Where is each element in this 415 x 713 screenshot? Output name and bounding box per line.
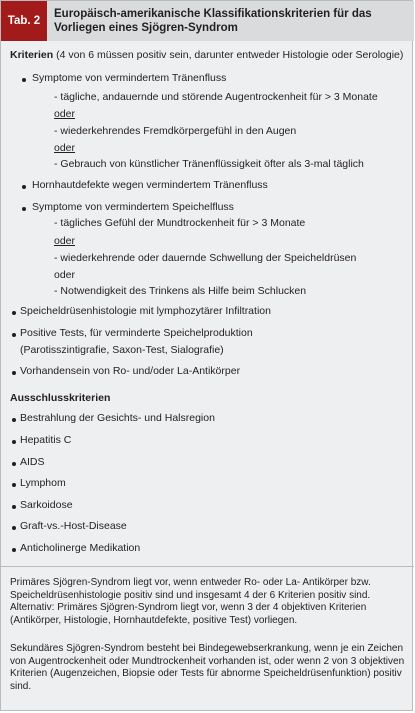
bullet-icon [12, 526, 16, 530]
note-primary-line: Alternativ: Primäres Sjögren-Syndrom liegt vor, wenn 3 der 4 objektiven Kriterien [10, 602, 367, 613]
criterion-tear-or-1: oder [54, 108, 76, 120]
criterion-tear-item-1: - tägliche, andauernde und störende Augentrockenheit für > 3 Monate [54, 91, 378, 103]
exclusion-item: Bestrahlung der Gesichts- und Halsregion [20, 412, 215, 424]
bullet-icon [12, 418, 16, 422]
note-primary-line: Primäres Sjögren-Syndrom liegt vor, wenn entweder Ro- oder La- Antikörper bzw. [10, 577, 371, 588]
criterion-tests: Positive Tests, für verminderte Speichelproduktion [20, 327, 253, 339]
criteria-heading-label: Kriterien [10, 49, 54, 61]
criteria-heading [10, 49, 403, 62]
exclusion-item: AIDS [20, 456, 45, 468]
bullet-icon [12, 333, 16, 337]
criterion-saliva-item-2: - wiederkehrende oder dauernde Schwellung der Speicheldrüsen [54, 252, 357, 264]
bullet-icon [12, 371, 16, 375]
criterion-saliva-item-3: - Notwendigkeit des Trinkens als Hilfe beim Schlucken [54, 285, 307, 297]
criterion-cornea: Hornhautdefekte wegen vermindertem Tränenfluss [32, 179, 268, 191]
exclusion-heading: Ausschlusskriterien [10, 392, 111, 404]
note-secondary-line: Sekundäres Sjögren-Syndrom besteht bei Bindegewebserkrankung, wenn je ein Zeichen [10, 643, 404, 654]
note-secondary-line: Kriterien (Augenzeichen, Biopsie oder Tests für abnorme Speicheldrüsenfunktion) positiv [10, 668, 402, 679]
exclusion-item: Sarkoidose [20, 499, 73, 511]
note-secondary-line: von Augentrockenheit oder Mundtrockenheit vorhanden ist, oder wenn 2 von 3 objektiven [10, 655, 405, 667]
table-title [54, 7, 399, 35]
table-number-badge: Tab. 2 [1, 1, 47, 41]
table-title-line-1: Europäisch-amerikanische Klassifikationskriterien für das [54, 8, 372, 20]
criterion-histology: Speicheldrüsenhistologie mit lymphozytärer Infiltration [20, 305, 271, 317]
criterion-tear-item-2: - wiederkehrendes Fremdkörpergefühl in den Augen [54, 125, 297, 137]
criterion-antibodies: Vorhandensein von Ro- und/oder La-Antikörper [20, 365, 241, 377]
criterion-tests-detail: (Parotisszintigrafie, Saxon-Test, Sialografie) [20, 344, 224, 356]
notes-divider [1, 566, 414, 567]
note-primary-line: (Antikörper, Histologie, Hornhautdefekte, positive Test) vorliegen. [10, 614, 298, 626]
table-header [1, 1, 414, 41]
exclusion-item: Graft-vs.-Host-Disease [20, 520, 127, 532]
criterion-saliva-or-2: oder [54, 269, 76, 281]
bullet-icon [22, 207, 26, 211]
bullet-icon [12, 311, 16, 315]
bullet-icon [12, 548, 16, 552]
bullet-icon [22, 185, 26, 189]
bullet-icon [12, 505, 16, 509]
note-primary-line: Speicheldrüsenhistologie positiv sind und insgesamt 4 der 6 Kriterien positiv sind. [10, 589, 371, 601]
note-secondary-line: sind. [10, 680, 32, 692]
note-secondary [10, 643, 405, 693]
criterion-saliva-or-1: oder [54, 235, 76, 247]
exclusion-item: Hepatitis C [20, 434, 72, 446]
criterion-tear-or-2: oder [54, 142, 76, 154]
criterion-saliva-flow: Symptome von vermindertem Speichelfluss [32, 201, 234, 213]
exclusion-item: Anticholinerge Medikation [20, 542, 141, 554]
criterion-tear-flow: Symptome von vermindertem Tränenfluss [32, 72, 227, 84]
bullet-icon [22, 78, 26, 82]
criteria-heading-note: (4 von 6 müssen positiv sein, darunter entweder Histologie oder Serologie) [53, 49, 404, 61]
criterion-tear-item-3: - Gebrauch von künstlicher Tränenflüssigkeit öfter als 3-mal täglich [54, 158, 364, 170]
bullet-icon [12, 462, 16, 466]
note-primary [10, 577, 405, 627]
criterion-saliva-item-1: - tägliches Gefühl der Mundtrockenheit für > 3 Monate [54, 217, 306, 229]
bullet-icon [12, 440, 16, 444]
table-title-line-2: Vorliegen eines Sjögren-Syndrom [54, 22, 238, 34]
bullet-icon [12, 483, 16, 487]
exclusion-item: Lymphom [20, 477, 66, 489]
